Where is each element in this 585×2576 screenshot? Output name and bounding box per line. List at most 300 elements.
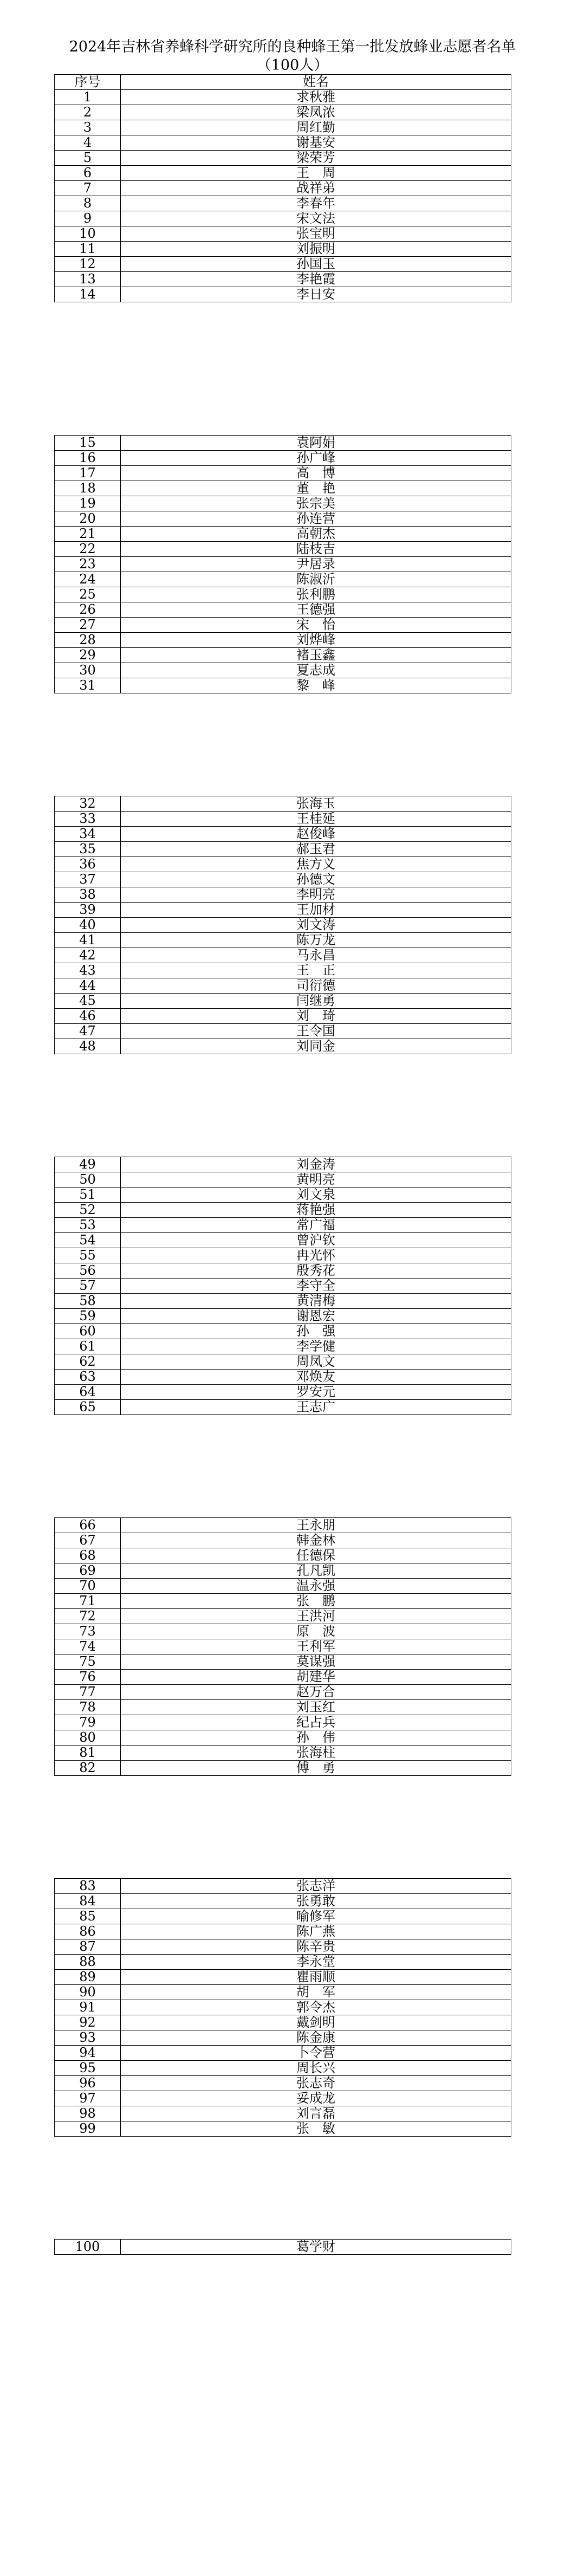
row-name: 高 博 [121, 466, 511, 481]
row-name: 李学健 [121, 1339, 511, 1354]
row-name: 张利鹏 [121, 587, 511, 602]
row-number: 51 [55, 1188, 121, 1203]
row-number: 97 [55, 2091, 121, 2106]
row-number: 73 [55, 1624, 121, 1639]
row-name: 纪占兵 [121, 1715, 511, 1730]
table-row [55, 1279, 511, 1294]
row-number: 29 [55, 648, 121, 663]
row-name: 王 正 [121, 963, 511, 978]
row-number: 36 [55, 857, 121, 872]
row-number: 66 [55, 1518, 121, 1533]
row-number: 16 [55, 451, 121, 466]
table-row [55, 2061, 511, 2076]
row-name: 曾沪钦 [121, 1233, 511, 1248]
table-row [55, 1624, 511, 1639]
row-name: 马永昌 [121, 948, 511, 963]
row-number: 26 [55, 602, 121, 618]
row-number: 24 [55, 572, 121, 587]
row-number: 56 [55, 1263, 121, 1279]
row-number: 91 [55, 2000, 121, 2015]
row-name: 陈金康 [121, 2030, 511, 2046]
table-row [55, 1746, 511, 1761]
row-name: 周长兴 [121, 2061, 511, 2076]
table-row [55, 1309, 511, 1324]
row-number: 35 [55, 842, 121, 857]
row-number: 5 [55, 151, 121, 166]
table-row [55, 827, 511, 842]
row-name: 司衍德 [121, 978, 511, 994]
row-name: 莫谋强 [121, 1654, 511, 1670]
row-number: 6 [55, 166, 121, 181]
table-row [55, 196, 511, 211]
row-number: 25 [55, 587, 121, 602]
row-name: 褚玉鑫 [121, 648, 511, 663]
table-row [55, 1548, 511, 1563]
table-row [55, 542, 511, 557]
table-row [55, 1172, 511, 1188]
row-name: 梁荣芳 [121, 151, 511, 166]
table-row [55, 933, 511, 948]
row-name: 瞿雨顺 [121, 1970, 511, 1985]
row-number: 42 [55, 948, 121, 963]
row-name: 王洪河 [121, 1609, 511, 1624]
table-row [55, 105, 511, 120]
row-name: 原 波 [121, 1624, 511, 1639]
row-name: 黄清梅 [121, 1294, 511, 1309]
table-row [55, 948, 511, 963]
row-number: 92 [55, 2015, 121, 2030]
table-row [55, 151, 511, 166]
table-row [55, 2030, 511, 2046]
row-number: 94 [55, 2046, 121, 2061]
table-row [55, 1024, 511, 1039]
row-number: 14 [55, 287, 121, 302]
row-name: 王令国 [121, 1024, 511, 1039]
row-name: 赵俊峰 [121, 827, 511, 842]
row-name: 张海柱 [121, 1746, 511, 1761]
row-number: 57 [55, 1279, 121, 1294]
row-name: 张海玉 [121, 796, 511, 812]
row-name: 王加材 [121, 903, 511, 918]
table-row [55, 1670, 511, 1685]
row-name: 王 周 [121, 166, 511, 181]
row-number: 30 [55, 663, 121, 678]
table-row [55, 1157, 511, 1172]
row-number: 81 [55, 1746, 121, 1761]
row-number: 100 [55, 2240, 121, 2255]
table-row [55, 1715, 511, 1730]
row-name: 傅 勇 [121, 1761, 511, 1776]
row-number: 76 [55, 1670, 121, 1685]
table-row [55, 1685, 511, 1700]
row-number: 50 [55, 1172, 121, 1188]
row-name: 谢恩宏 [121, 1309, 511, 1324]
row-name: 宋文法 [121, 211, 511, 226]
row-number: 74 [55, 1639, 121, 1654]
row-number: 32 [55, 796, 121, 812]
table-row [55, 436, 511, 451]
name-table-1 [54, 74, 511, 302]
row-number: 13 [55, 272, 121, 287]
row-name: 宋 怡 [121, 618, 511, 633]
table-row [55, 1188, 511, 1203]
header-num: 序号 [55, 75, 121, 90]
table-row [55, 1879, 511, 1894]
table-row [55, 1563, 511, 1579]
row-number: 78 [55, 1700, 121, 1715]
table-row [55, 796, 511, 812]
table-row [55, 1248, 511, 1263]
table-row [55, 918, 511, 933]
row-name: 黎 峰 [121, 678, 511, 693]
row-name: 求秋雅 [121, 90, 511, 105]
table-row [55, 1700, 511, 1715]
table-row [55, 618, 511, 633]
row-number: 86 [55, 1924, 121, 1939]
table-row [55, 166, 511, 181]
table-row [55, 2240, 511, 2255]
table-row [55, 678, 511, 693]
table-row [55, 1385, 511, 1400]
row-number: 21 [55, 527, 121, 542]
table-row [55, 1518, 511, 1533]
row-name: 赵万合 [121, 1685, 511, 1700]
row-name: 李永堂 [121, 1955, 511, 1970]
row-number: 68 [55, 1548, 121, 1563]
row-number: 43 [55, 963, 121, 978]
row-number: 64 [55, 1385, 121, 1400]
row-name: 胡建华 [121, 1670, 511, 1685]
table-row [55, 648, 511, 663]
table-row [55, 481, 511, 496]
table-row [55, 812, 511, 827]
row-number: 54 [55, 1233, 121, 1248]
row-name: 王志广 [121, 1400, 511, 1415]
row-number: 48 [55, 1039, 121, 1054]
row-number: 75 [55, 1654, 121, 1670]
table-row [55, 903, 511, 918]
row-number: 37 [55, 872, 121, 887]
row-number: 2 [55, 105, 121, 120]
row-number: 4 [55, 135, 121, 151]
row-name: 卜令营 [121, 2046, 511, 2061]
row-number: 10 [55, 226, 121, 242]
row-name: 孔凡凯 [121, 1563, 511, 1579]
row-number: 31 [55, 678, 121, 693]
table-row [55, 1233, 511, 1248]
name-table-3 [54, 796, 511, 1054]
table-row [55, 963, 511, 978]
row-number: 27 [55, 618, 121, 633]
row-number: 53 [55, 1218, 121, 1233]
row-number: 7 [55, 181, 121, 196]
row-name: 张 敏 [121, 2121, 511, 2137]
table-row [55, 663, 511, 678]
row-number: 61 [55, 1339, 121, 1354]
table-row [55, 1354, 511, 1370]
table-row [55, 2076, 511, 2091]
table-row [55, 527, 511, 542]
row-number: 17 [55, 466, 121, 481]
table-row [55, 496, 511, 511]
table-row [55, 1639, 511, 1654]
row-name: 刘同金 [121, 1039, 511, 1054]
row-number: 69 [55, 1563, 121, 1579]
row-name: 陈淑沂 [121, 572, 511, 587]
table-row [55, 242, 511, 257]
row-number: 96 [55, 2076, 121, 2091]
row-name: 孙国玉 [121, 257, 511, 272]
table-row [55, 120, 511, 135]
row-name: 刘 琦 [121, 1009, 511, 1024]
row-number: 52 [55, 1203, 121, 1218]
row-number: 62 [55, 1354, 121, 1370]
row-name: 温永强 [121, 1579, 511, 1594]
row-number: 59 [55, 1309, 121, 1324]
table-row [55, 226, 511, 242]
row-number: 38 [55, 887, 121, 903]
table-row [55, 2000, 511, 2015]
table-row [55, 1594, 511, 1609]
table-row [55, 135, 511, 151]
table-row [55, 994, 511, 1009]
table-row [55, 466, 511, 481]
table-row [55, 2121, 511, 2137]
row-number: 99 [55, 2121, 121, 2137]
row-number: 44 [55, 978, 121, 994]
table-row [55, 1894, 511, 1909]
table-row [55, 872, 511, 887]
name-table-7 [54, 2239, 511, 2255]
row-name: 尹居录 [121, 557, 511, 572]
table-row [55, 1039, 511, 1054]
row-number: 82 [55, 1761, 121, 1776]
row-name: 王德强 [121, 602, 511, 618]
row-number: 8 [55, 196, 121, 211]
row-name: 邓焕友 [121, 1370, 511, 1385]
row-number: 19 [55, 496, 121, 511]
table-row [55, 211, 511, 226]
table-row [55, 1400, 511, 1415]
table-row [55, 1970, 511, 1985]
table-row [55, 842, 511, 857]
row-number: 55 [55, 1248, 121, 1263]
row-number: 22 [55, 542, 121, 557]
table-row [55, 1203, 511, 1218]
row-name: 蒋艳强 [121, 1203, 511, 1218]
table-row [55, 602, 511, 618]
row-number: 28 [55, 633, 121, 648]
table-row [55, 633, 511, 648]
table-row [55, 1218, 511, 1233]
table-row [55, 257, 511, 272]
row-number: 9 [55, 211, 121, 226]
name-table-4 [54, 1157, 511, 1415]
row-name: 刘金涛 [121, 1157, 511, 1172]
row-name: 刘文泉 [121, 1188, 511, 1203]
row-name: 梁凤浓 [121, 105, 511, 120]
row-name: 李守全 [121, 1279, 511, 1294]
row-name: 战祥弟 [121, 181, 511, 196]
table-row [55, 2091, 511, 2106]
row-name: 张志奇 [121, 2076, 511, 2091]
row-number: 67 [55, 1533, 121, 1548]
table-row [55, 1761, 511, 1776]
row-number: 71 [55, 1594, 121, 1609]
table-row [55, 1924, 511, 1939]
row-number: 47 [55, 1024, 121, 1039]
row-name: 周红勤 [121, 120, 511, 135]
table-row [55, 587, 511, 602]
table-row [55, 1533, 511, 1548]
row-name: 刘玉红 [121, 1700, 511, 1715]
name-table-5 [54, 1517, 511, 1776]
table-row [55, 451, 511, 466]
table-row [55, 887, 511, 903]
row-number: 93 [55, 2030, 121, 2046]
row-name: 陈辛贵 [121, 1939, 511, 1955]
row-name: 刘文涛 [121, 918, 511, 933]
row-name: 谢基安 [121, 135, 511, 151]
row-name: 黄明亮 [121, 1172, 511, 1188]
row-name: 王桂延 [121, 812, 511, 827]
row-name: 董 艳 [121, 481, 511, 496]
table-row [55, 1263, 511, 1279]
row-name: 张宗美 [121, 496, 511, 511]
row-number: 72 [55, 1609, 121, 1624]
row-number: 87 [55, 1939, 121, 1955]
header-name: 姓名 [121, 75, 511, 90]
row-name: 高朝杰 [121, 527, 511, 542]
row-number: 79 [55, 1715, 121, 1730]
row-number: 63 [55, 1370, 121, 1385]
table-row [55, 1370, 511, 1385]
row-number: 1 [55, 90, 121, 105]
row-number: 60 [55, 1324, 121, 1339]
row-number: 41 [55, 933, 121, 948]
row-number: 88 [55, 1955, 121, 1970]
page-title [49, 38, 536, 75]
row-name: 常广福 [121, 1218, 511, 1233]
row-number: 45 [55, 994, 121, 1009]
row-name: 胡 军 [121, 1985, 511, 2000]
table-row [55, 1909, 511, 1924]
row-number: 89 [55, 1970, 121, 1985]
row-name: 陆枝吉 [121, 542, 511, 557]
row-name: 郝玉君 [121, 842, 511, 857]
row-name: 戴剑明 [121, 2015, 511, 2030]
row-name: 闫继勇 [121, 994, 511, 1009]
row-number: 15 [55, 436, 121, 451]
row-name: 陈万龙 [121, 933, 511, 948]
title-line-2: （100人） [256, 57, 329, 74]
table-row [55, 2046, 511, 2061]
row-number: 49 [55, 1157, 121, 1172]
row-name: 张勇敢 [121, 1894, 511, 1909]
row-name: 袁阿娟 [121, 436, 511, 451]
name-table-6 [54, 1878, 511, 2137]
header-row [55, 75, 511, 90]
title-line-1: 2024年吉林省养蜂科学研究所的良种蜂王第一批发放蜂业志愿者名单 [69, 38, 516, 55]
row-name: 郭令杰 [121, 2000, 511, 2015]
row-name: 李春年 [121, 196, 511, 211]
row-name: 陈广燕 [121, 1924, 511, 1939]
row-name: 葛学财 [121, 2240, 511, 2255]
row-name: 王利军 [121, 1639, 511, 1654]
row-number: 84 [55, 1894, 121, 1909]
row-name: 孙德文 [121, 872, 511, 887]
table-row [55, 1609, 511, 1624]
row-name: 冉光怀 [121, 1248, 511, 1263]
row-number: 98 [55, 2106, 121, 2121]
table-row [55, 857, 511, 872]
table-row [55, 2106, 511, 2121]
row-number: 33 [55, 812, 121, 827]
row-name: 刘言磊 [121, 2106, 511, 2121]
table-row [55, 1579, 511, 1594]
row-number: 58 [55, 1294, 121, 1309]
table-row [55, 2015, 511, 2030]
table-row [55, 1985, 511, 2000]
row-name: 任德保 [121, 1548, 511, 1563]
row-name: 孙 强 [121, 1324, 511, 1339]
row-number: 23 [55, 557, 121, 572]
table-row [55, 90, 511, 105]
row-number: 80 [55, 1730, 121, 1746]
row-name: 罗安元 [121, 1385, 511, 1400]
row-name: 孙连营 [121, 511, 511, 527]
table-row [55, 1654, 511, 1670]
name-table-2 [54, 435, 511, 693]
row-number: 18 [55, 481, 121, 496]
row-number: 12 [55, 257, 121, 272]
table-row [55, 1009, 511, 1024]
table-row [55, 1730, 511, 1746]
table-row [55, 1939, 511, 1955]
row-name: 孙广峰 [121, 451, 511, 466]
table-row [55, 287, 511, 302]
table-row [55, 557, 511, 572]
row-number: 83 [55, 1879, 121, 1894]
row-number: 34 [55, 827, 121, 842]
row-name: 焦方义 [121, 857, 511, 872]
row-name: 孙 伟 [121, 1730, 511, 1746]
row-number: 39 [55, 903, 121, 918]
row-name: 夏志成 [121, 663, 511, 678]
row-name: 张宝明 [121, 226, 511, 242]
table-row [55, 181, 511, 196]
row-name: 张 鹏 [121, 1594, 511, 1609]
row-name: 殷秀花 [121, 1263, 511, 1279]
row-name: 李艳霞 [121, 272, 511, 287]
table-row [55, 1339, 511, 1354]
row-name: 刘振明 [121, 242, 511, 257]
table-row [55, 1955, 511, 1970]
row-name: 张志洋 [121, 1879, 511, 1894]
row-name: 妥成龙 [121, 2091, 511, 2106]
row-number: 20 [55, 511, 121, 527]
row-number: 40 [55, 918, 121, 933]
row-name: 喻修军 [121, 1909, 511, 1924]
row-name: 李日安 [121, 287, 511, 302]
table-row [55, 978, 511, 994]
row-number: 77 [55, 1685, 121, 1700]
row-number: 85 [55, 1909, 121, 1924]
table-row [55, 272, 511, 287]
table-row [55, 1324, 511, 1339]
table-row [55, 1294, 511, 1309]
row-name: 王永朋 [121, 1518, 511, 1533]
